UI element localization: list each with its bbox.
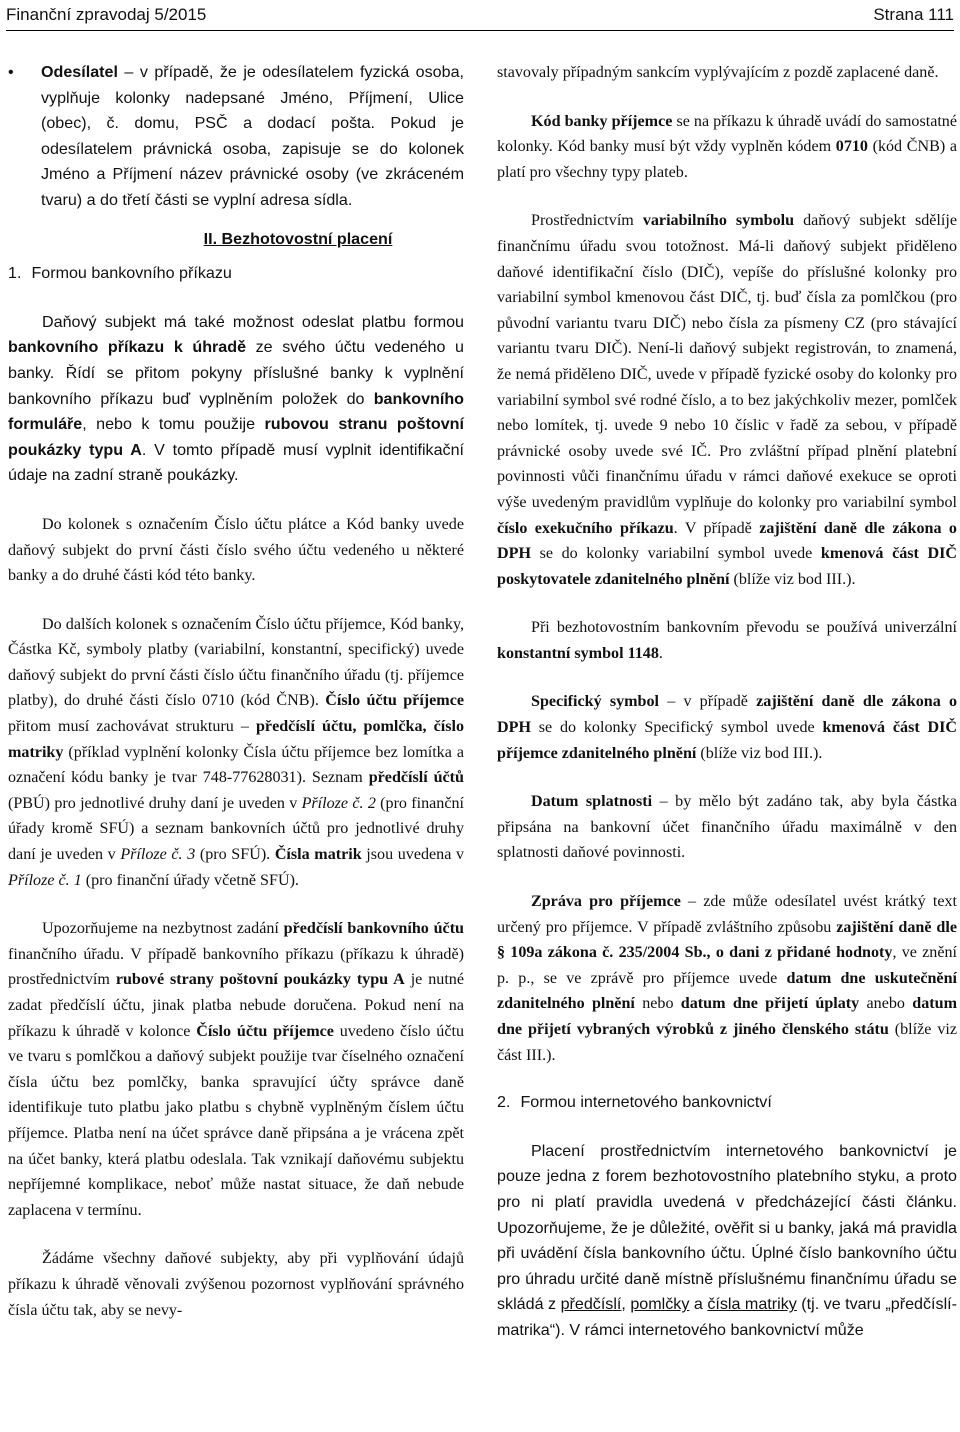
paragraph-message: Zpráva pro příjemce – zde může odesílatel uvést krátký text určený pro příjemce. V případě zvláštního způsobu zajištění daně dle § 109a zákona č. 235/2004 Sb., o dani z přidané hodnoty, ve znění p. p., se ve zprávě pro příjemce uvede datum dne uskutečnění zdanitelného plnění nebo datum dne přijetí úplaty anebo datum dne přijetí vybraných výrobků z jiného členského státu (blíže viz část III.). [497,893,958,1064]
bullet-marker: • [8,63,14,81]
paragraph-specific-symbol: Specifický symbol – v případě zajištění daně dle zákona o DPH se do kolonky Specifický symbol uvede kmenová část DIČ příjemce zdanitelného plnění (blíže viz bod III.). [497,693,957,762]
paragraph-bank-order: Daňový subjekt má také možnost odeslat platbu formou bankovního příkazu k úhradě ze svého účtu vedeného u banky. Řídí se přitom pokyny příslušné banky k vyplnění bankovního příkazu buď vyplněním položek do bankovního formuláře, nebo k tomu použije rubovou stranu poštovní poukázky typu A. V tomto případě musí vyplnit identifikační údaje na zadní straně poukázky. [8,312,464,485]
bullet-odesilatel: • Odesílatel – v případě, že je odesílatelem fyzická osoba, vyplňuje kolonky nadepsané Jméno, Příjmení, Ulice (obec), č. domu, PSČ a dodací pošta. Pokud je odesílatelem právnická osoba, zapisuje se do kolonek Jméno a Příjmení název právnické osoby (ve zkráceném tvaru) a do třetí části se vyplní adresa sídla. [8,60,464,214]
subheading-1 [8,261,464,287]
subheading-1-number: 1. [8,264,22,283]
page-number: Strana 111 [873,5,954,24]
paragraph-payer-account: Do kolonek s označením Číslo účtu plátce a Kód banky uvede daňový subjekt do první části číslo svého účtu vedeného u některé banky a do druhé části kód této banky. [8,515,464,585]
paragraph-request: Žádáme všechny daňové subjekty, aby při vyplňování údajů příkazu k úhradě věnovali zvýšenou pozornost vyplňování správného čísla účtu tak, aby se nevy- [8,1250,464,1319]
paragraph-bank-code: Kód banky příjemce se na příkazu k úhradě uvádí do samostatné kolonky. Kód banky musí být vždy vyplněn kódem 0710 (kód ČNB) a platí pro všechny typy plateb. [497,112,957,181]
paragraph-continuation: stavovaly případným sankcím vyplývajícím z pozdě zaplacené daně. [497,64,939,81]
journal-title: Finanční zpravodaj 5/2015 [6,5,207,24]
paragraph-due-date: Datum splatnosti – by mělo být zadáno tak, aby byla částka připsána na bankovní účet finančního úřadu maximálně v den splatnosti daňové povinnosti. [497,793,958,862]
right-column [497,60,957,1344]
left-column [8,60,464,1323]
subheading-2-number: 2. [497,1093,511,1112]
page-header [6,0,954,31]
subheading-2 [497,1090,957,1116]
section-heading: II. Bezhotovostní placení [203,229,393,248]
paragraph-variable-symbol: Prostřednictvím variabilního symbolu daňový subjekt sdělíje finančnímu úřadu svou totožnost. Má-li daňový subjekt přiděleno daňové identifikační číslo (DIČ), vepíše do příslušné kolonky pro variabilní symbol kmenovou část DIČ, tj. buď čísla za pomlčkou (pro původní variantu tvaru DIČ) nebo čísla za písmeny CZ (pro stávající variantu tvaru DIČ). Není-li daňový subjekt registrován, to znamená, že nemá přiděleno DIČ, uvede v případě fyzické osoby do kolonky pro variabilní symbol své rodné číslo, a to bez jakýchkoliv mezer, pomlček nebo lomítek, tj. uvede 9 nebo 10 číslic v řadě za sebou, v případě právnické osoby uvede své IČ. Pro zvláštní případ plnění platební povinnosti vůči finančnímu úřadu v rámci daňové exekuce se oproti výše uvedeným pravidlům vyplňuje do kolonky pro variabilní symbol číslo exekučního příkazu. V případě zajištění daně dle zákona o DPH se do kolonky variabilní symbol uvede kmenová část DIČ poskytovatele zdanitelného plnění (blíže viz bod III.). [497,212,957,588]
subheading-1-title: Formou bankovního příkazu [31,264,232,283]
paragraph-internet-banking: Placení prostřednictvím internetového bankovnictví je pouze jedna z forem bezhotovostního platebního styku, a proto pro ni platí pravidla uvedená v předcházející části článku. Upozorňujeme, že je důležité, ověřit si u banky, jaká má pravidla při uvádění čísla bankovního účtu. Úplné číslo bankovního účtu pro úhradu určité daně místně příslušnému finančnímu úřadu se skládá z předčíslí, pomlčky a čísla matriky (tj. ve tvaru „předčíslí-matrika“). V rámci internetového bankovnictví může [497,1141,957,1339]
paragraph-recipient-account: Do dalších kolonek s označením Číslo účtu příjemce, Kód banky, Částka Kč, symboly platby (variabilní, konstantní, specifický) uvede daňový subjekt do první části číslo účtu finančního úřadu (tj. příjemce platby), do druhé části číslo 0710 (kód ČNB). Číslo účtu příjemce přitom musí zachovávat strukturu – předčíslí účtu, pomlčka, číslo matriky (příklad vyplnění kolonky Čísla účtu příjemce bez lomítka a označení kódu banky je tvar 748-77628031). Seznam předčíslí účtů (PBÚ) pro jednotlivé druhy daní je uveden v Příloze č. 2 (pro finanční úřady kromě SFÚ) a seznam bankovních účtů pro jednotlivé druhy daní je uveden v Příloze č. 3 (pro SFÚ). Čísla matrik jsou uvedena v Příloze č. 1 (pro finanční úřady včetně SFÚ). [8,615,465,889]
paragraph-prefix-warning: Upozorňujeme na nezbytnost zadání předčíslí bankovního účtu finančního úřadu. V případě bankovního příkazu (příkazu k úhradě) prostřednictvím rubové strany poštovní poukázky typu A je nutné zadat předčíslí účtu, jinak platba nebude doručena. Pokud není na příkazu k úhradě v kolonce Číslo účtu příjemce uvedeno číslo účtu ve tvaru s pomlčkou a daňový subjekt použije tvar číselného označení čísla účtu bez pomlčky, banka spravující účty správce daně identifikuje tuto platbu jako platbu s chybně vyplněným číslem účtu příjemce. Platba není na účet správce daně připsána a je vrácena zpět na účet banky, která platbu odeslala. Tak vznikají daňovému subjektu nepříjemné komplikace, neboť může nastat situace, že daň nebude zaplacena v termínu. [8,920,465,1219]
paragraph-constant-symbol: Při bezhotovostním bankovním převodu se používá univerzální konstantní symbol 1148. [497,619,957,662]
subheading-2-title: Formou internetového bankovnictví [520,1093,772,1112]
term-odesilatel: Odesílatel [41,63,118,81]
